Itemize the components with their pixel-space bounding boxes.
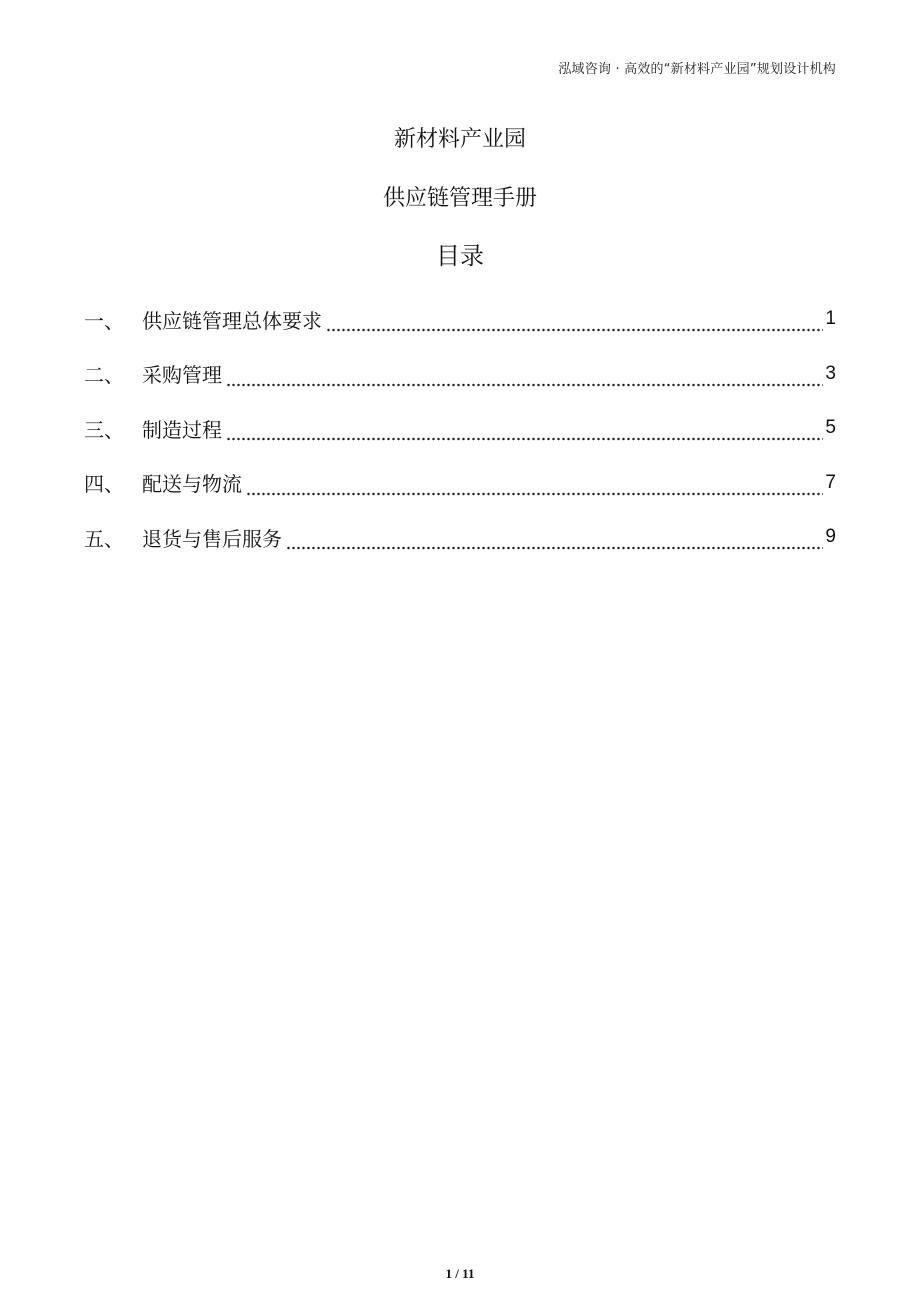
toc-entry[interactable] <box>84 292 836 347</box>
toc-dot-leader <box>326 312 823 332</box>
toc-heading: 目录 <box>436 242 484 270</box>
toc-entry[interactable] <box>84 347 836 402</box>
toc-dot-leader <box>286 530 823 550</box>
toc-entry[interactable] <box>84 510 836 565</box>
toc-entry[interactable] <box>84 401 836 456</box>
document-subtitle: 供应链管理手册 <box>382 186 537 211</box>
toc-entry-text: 采购管理 <box>142 363 222 388</box>
toc-entry-page: 1 <box>825 308 836 330</box>
toc-entry-number: 三、 <box>84 417 124 442</box>
page-indicator: 1 / 11 <box>445 1266 475 1281</box>
header-tagline: 泓域咨询 · 高效的“新材料产业园”规划设计机构 <box>558 62 836 77</box>
toc-entry-text: 制造过程 <box>142 417 222 442</box>
toc-entry-number: 二、 <box>84 363 124 388</box>
toc-entry-number: 五、 <box>84 526 124 551</box>
toc-dot-leader <box>226 421 823 441</box>
toc-entry-number: 四、 <box>84 472 124 497</box>
toc-dot-leader <box>226 367 823 387</box>
toc-entry-page: 5 <box>825 417 836 439</box>
toc-dot-leader <box>246 476 823 496</box>
toc-entry-page: 3 <box>825 362 836 384</box>
toc-entry-text: 退货与售后服务 <box>142 526 282 551</box>
toc-entry-page: 7 <box>825 471 836 493</box>
toc-entry-text: 配送与物流 <box>142 472 242 497</box>
table-of-contents <box>84 292 836 565</box>
document-title: 新材料产业园 <box>393 127 526 152</box>
toc-entry[interactable] <box>84 456 836 511</box>
toc-entry-text: 供应链管理总体要求 <box>142 308 322 333</box>
toc-entry-number: 一、 <box>84 308 124 333</box>
toc-entry-page: 9 <box>825 526 836 548</box>
